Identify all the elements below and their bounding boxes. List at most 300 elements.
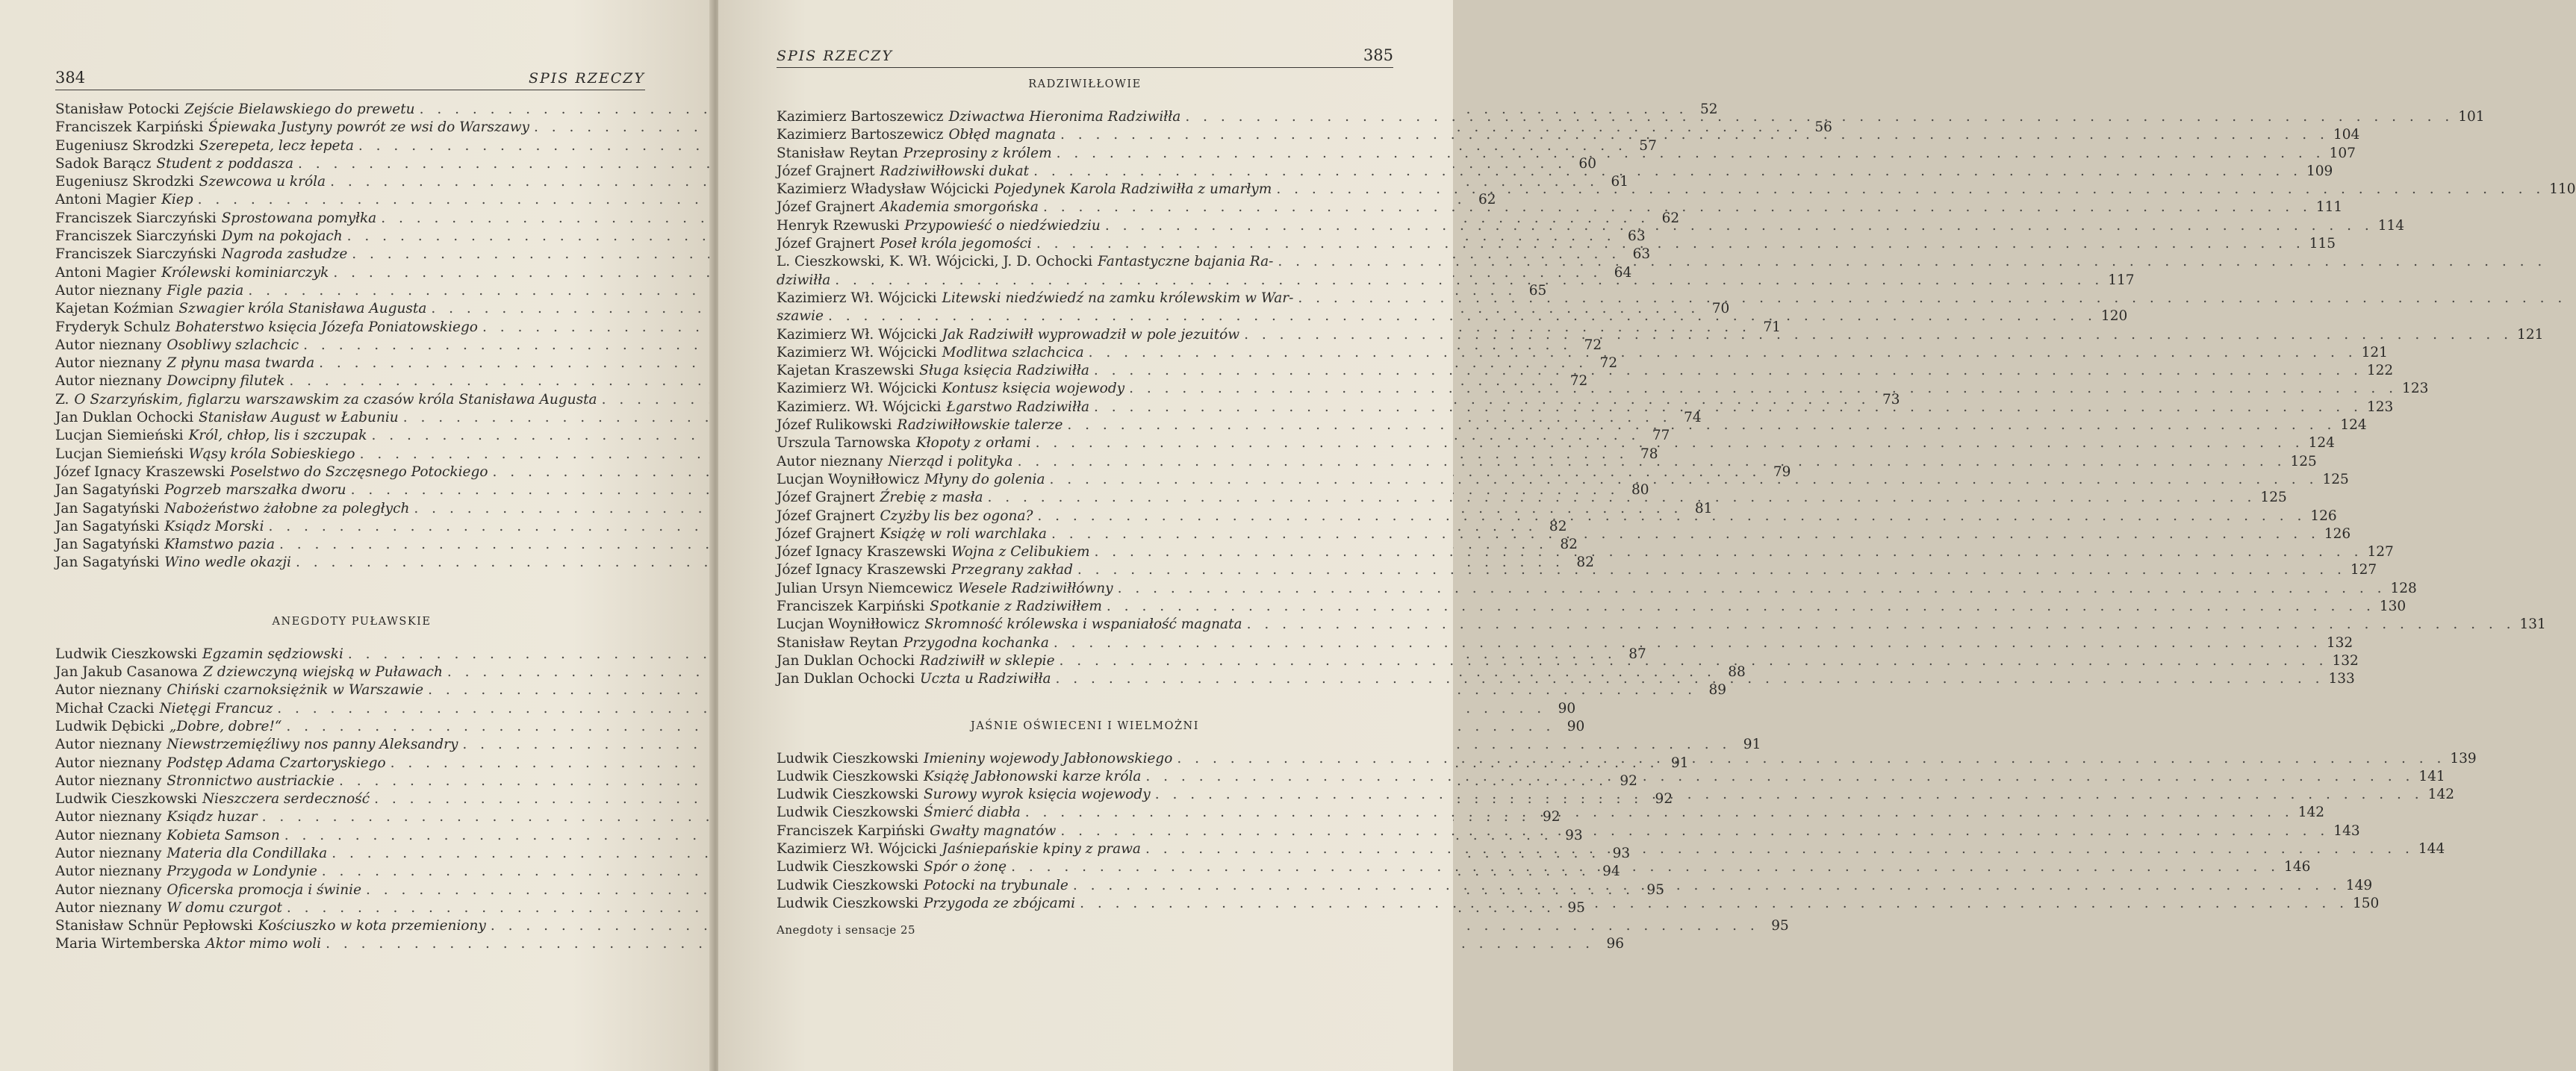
entry-page-number: 117 (2108, 272, 2135, 288)
entry-author: Jan Sagatyński (55, 537, 160, 553)
entry-title: Nierząd i polityka (888, 453, 1013, 469)
entry-title: Obłęd magnata (948, 127, 1056, 143)
leader-dots (1278, 253, 2546, 271)
entry-title: Student z poddasza (156, 155, 294, 172)
entry-author: Józef Grajnert (777, 236, 875, 252)
leader-dots (1107, 598, 2375, 616)
entry-page-number: 124 (2308, 435, 2335, 452)
entry-page-number: 91 (1743, 737, 1761, 753)
entry-title: Kobieta Samson (167, 827, 280, 843)
entry-title: Ksiądz Morski (164, 518, 264, 534)
entry-author: Autor nieznany (55, 737, 162, 753)
entry-title: Aktor mimo woli (205, 936, 322, 952)
entry-page-number: 101 (2458, 109, 2485, 125)
entry-author: Sadok Barącz (55, 155, 152, 172)
entry-page-number: 146 (2284, 859, 2311, 875)
entry-page-number: 104 (2333, 127, 2360, 143)
entry-page-number: 123 (2402, 381, 2429, 397)
entry-author: Eugeniusz Skrodzki (55, 137, 194, 154)
page-number: 385 (1363, 46, 1393, 64)
entry-title: Wąsy króla Sobieskiego (188, 446, 355, 462)
leader-dots (1155, 786, 2424, 804)
entry-page-number: 62 (1478, 192, 1496, 208)
entry-page-number: 111 (2315, 199, 2343, 216)
entry-author: Ludwik Cieszkowski (777, 859, 918, 875)
entry-title: Radziwiłłowski dukat (880, 163, 1030, 179)
entry-author: Kajetan Kraszewski (777, 363, 915, 379)
entry-author: Ludwik Dębicki (55, 718, 164, 734)
left-page-header (55, 69, 645, 90)
leader-dots (1073, 877, 2342, 895)
entry-author: Autor nieznany (55, 809, 162, 825)
entry-title: Przygoda ze zbójcami (923, 895, 1076, 911)
entry-page-number: 92 (1543, 809, 1561, 825)
entry-page-number: 141 (2418, 768, 2445, 784)
entry-title: Młyny do golenia (924, 471, 1045, 487)
leader-dots (1033, 163, 2302, 181)
entry-page-number: 89 (1708, 682, 1727, 699)
leader-dots (1089, 344, 2357, 362)
entry-author: L. Cieszkowski, K. Wł. Wójcicki, J. D. Ochocki (777, 254, 1093, 270)
entry-page-number: 57 (1639, 137, 1657, 154)
leader-dots (1056, 670, 2324, 688)
entry-title: Spotkanie z Radziwiłłem (930, 599, 1102, 615)
entry-author: Józef Grajnert (777, 490, 875, 506)
right-page-header (777, 46, 1393, 68)
entry-author: Autor nieznany (55, 864, 162, 880)
entry-author: Z. (55, 391, 69, 408)
entry-title: Kontusz księcia wojewody (942, 381, 1125, 397)
entry-page-number: 61 (1611, 174, 1628, 190)
entry-title: Stanisław August w Łabuniu (199, 410, 399, 426)
entry-author: Autor nieznany (55, 881, 162, 898)
entry-author: Stanisław Reytan (777, 634, 898, 651)
leader-dots (1060, 126, 2329, 144)
entry-title: Stronnictwo austriackie (167, 772, 335, 789)
running-head: SPIS RZECZY (777, 48, 894, 64)
entry-author: Józef Grajnert (777, 163, 875, 179)
entry-author: Lucjan Woyniłłowicz (777, 616, 920, 633)
leader-dots (1105, 217, 2374, 235)
entry-page-number: 142 (2427, 787, 2454, 803)
leader-dots (1057, 145, 2325, 163)
entry-title: Nieszczera serdeczność (202, 791, 370, 808)
entry-page-number: 73 (1882, 391, 1900, 408)
entry-title: Królewski kominiarczyk (161, 264, 329, 281)
entry-author: Kazimierz Wł. Wójcicki (777, 326, 937, 343)
entry-title: Uczta u Radziwiłła (920, 671, 1051, 687)
entry-author: Kazimierz Bartoszewicz (777, 109, 944, 125)
entry-author: Ludwik Cieszkowski (55, 791, 197, 808)
entry-page-number: 142 (2297, 805, 2325, 821)
entry-page-number: 91 (1670, 755, 1689, 771)
entry-author: Józef Rulikowski (777, 417, 892, 434)
entry-title: Kiep (161, 192, 193, 208)
entry-page-number: 70 (1711, 301, 1730, 317)
entry-title: Litewski niedźwiedź na zamku królewskim w War- (942, 290, 1294, 306)
leader-dots (1247, 616, 2516, 634)
entry-title: Kłopoty z orłami (915, 435, 1031, 452)
entry-title: Pogrzeb marszałka dworu (164, 482, 346, 499)
leader-dots (1145, 768, 2414, 786)
entry-page-number: 81 (1694, 500, 1713, 516)
entry-page-number: 150 (2353, 895, 2380, 911)
entry-author: Henryk Rzewuski (777, 217, 900, 234)
entry-page-number: 72 (1569, 373, 1588, 390)
entry-author: Kazimierz Wł. Wójcicki (777, 840, 937, 857)
leader-dots (835, 272, 2103, 290)
entry-page-number: 139 (2450, 750, 2477, 766)
printer-signature: Anegdoty i sensacje 25 (777, 923, 916, 937)
entry-title: Wojna z Celibukiem (951, 544, 1090, 561)
entry-page-number: 144 (2418, 840, 2445, 857)
leader-dots (1054, 634, 2322, 652)
entry-page-number: 72 (1599, 355, 1618, 372)
entry-author: Ludwik Cieszkowski (777, 750, 918, 766)
toc-entry (777, 598, 2407, 616)
entry-author: Franciszek Karpiński (55, 119, 204, 136)
entry-author: Kazimierz Bartoszewicz (777, 127, 944, 143)
entry-title: Śpiewaka Justyny powrót ze wsi do Warszawy (208, 119, 530, 136)
entry-page-number: 93 (1565, 827, 1583, 843)
page-number: 384 (55, 69, 86, 87)
entry-title: Przeprosiny z królem (903, 145, 1052, 161)
leader-dots (1060, 652, 2328, 670)
entry-title: Materia dla Condillaka (167, 845, 328, 861)
leader-dots (1095, 543, 2363, 561)
entry-author: Józef Grajnert (777, 508, 875, 524)
entry-author: Franciszek Siarczyński (55, 210, 217, 226)
entry-title: szawie (777, 308, 824, 325)
leader-dots (1018, 453, 2286, 471)
entry-author: Stanisław Schnür Pepłowski (55, 918, 253, 934)
toc-entry (55, 700, 1576, 718)
entry-page-number: 125 (2322, 471, 2349, 487)
entry-page-number: 95 (1567, 899, 1585, 916)
leader-dots (1094, 399, 2362, 416)
entry-author: Autor nieznany (55, 755, 162, 771)
entry-author: Kazimierz Wł. Wójcicki (777, 290, 937, 306)
entry-author: Maria Wirtemberska (55, 936, 201, 952)
entry-title: Skromność królewska i wspaniałość magnata (924, 616, 1242, 633)
toc-entry (55, 681, 1727, 699)
entry-author: Jan Duklan Ochocki (777, 671, 915, 687)
entry-title: dziwiłła (777, 272, 831, 288)
entry-author: Ludwik Cieszkowski (777, 787, 918, 803)
entry-page-number: 87 (1628, 646, 1646, 662)
entry-title: Akademia smorgońska (880, 199, 1039, 216)
entry-title: Źrebię z masła (880, 490, 983, 506)
toc-entry (777, 290, 1393, 307)
entry-title: Jaśniepańskie kpiny z prawa (942, 840, 1141, 857)
entry-author: Autor nieznany (55, 772, 162, 789)
entry-page-number: 56 (1814, 119, 1832, 136)
entry-title: Nabożeństwo żałobne za poległych (164, 500, 410, 516)
entry-author: Franciszek Karpiński (777, 822, 925, 839)
entry-title: Gwałty magnatów (930, 822, 1057, 839)
entry-page-number: 122 (2366, 363, 2394, 379)
entry-page-number: 71 (1763, 319, 1781, 335)
entry-page-number: 64 (1614, 264, 1632, 281)
entry-page-number: 133 (2328, 671, 2355, 687)
entry-title: Książę Jabłonowski karze króla (923, 768, 1142, 784)
entry-author: Antoni Magier (55, 192, 157, 208)
entry-author: Autor nieznany (55, 373, 162, 390)
entry-author: Autor nieznany (55, 355, 162, 372)
entry-author: Stanisław Reytan (777, 145, 898, 161)
entry-title: Szewcowa u króla (199, 174, 326, 190)
entry-title: Podstęp Adama Czartoryskiego (167, 755, 386, 771)
entry-title: Radziwiłł w sklepie (920, 652, 1055, 669)
entry-author: Kajetan Koźmian (55, 301, 174, 317)
entry-author: Franciszek Karpiński (777, 599, 925, 615)
entry-author: Fryderyk Schulz (55, 319, 170, 335)
entry-page-number: 90 (1558, 700, 1576, 716)
entry-title: Dym na pokojach (221, 228, 343, 245)
entry-title: Poselstwo do Szczęsnego Potockiego (230, 463, 488, 480)
entry-author: Józef Ignacy Kraszewski (55, 463, 225, 480)
entry-page-number: 62 (1661, 210, 1680, 226)
entry-page-number: 74 (1684, 410, 1702, 426)
entry-title: Bohaterstwo księcia Józefa Poniatowskiego (175, 319, 478, 335)
entry-page-number: 95 (1646, 881, 1664, 898)
entry-author: Jan Duklan Ochocki (777, 652, 915, 669)
entry-title: O Szarzyńskim, figlarzu warszawskim za czasów króla Stanisława Augusta (74, 391, 597, 408)
entry-title: Pojedynek Karola Radziwiłła z umarłym (994, 181, 1272, 198)
entry-author: Urszula Tarnowska (777, 435, 911, 452)
entry-title: Szwagier króla Stanisława Augusta (178, 301, 427, 317)
entry-page-number: 77 (1652, 428, 1670, 444)
entry-page-number: 126 (2324, 525, 2351, 542)
leader-dots (1080, 895, 2348, 913)
entry-author: Lucjan Siemieński (55, 428, 184, 444)
leader-dots (1011, 858, 2280, 876)
entry-author: Autor nieznany (55, 282, 162, 299)
entry-page-number: 127 (2367, 544, 2394, 561)
entry-author: Autor nieznany (777, 453, 883, 469)
entry-title: Przygodna kochanka (903, 634, 1049, 651)
entry-title: Przypowieść o niedźwiedziu (904, 217, 1101, 234)
entry-author: Józef Ignacy Kraszewski (777, 544, 947, 561)
leader-dots (1050, 471, 2318, 489)
entry-page-number: 110 (2549, 181, 2576, 198)
entry-page-number: 80 (1631, 482, 1649, 499)
leader-dots (1185, 108, 2454, 126)
entry-page-number: 143 (2333, 822, 2360, 839)
entry-page-number: 130 (2379, 599, 2407, 615)
entry-title: Czyżby lis bez ogona? (880, 508, 1033, 524)
leader-dots (828, 307, 2097, 325)
entry-page-number: 132 (2332, 652, 2359, 669)
entry-title: Ksiądz huzar (167, 809, 258, 825)
entry-author: Kazimierz Wł. Wójcicki (777, 344, 937, 360)
leader-dots (1025, 804, 2294, 822)
entry-author: Jan Jakub Casanowa (55, 664, 199, 681)
entry-page-number: 92 (1620, 772, 1637, 789)
entry-title: W domu czurgot (167, 899, 282, 916)
entry-title: Z płynu masa twarda (167, 355, 315, 372)
entry-author: Lucjan Woyniłłowicz (777, 471, 920, 487)
entry-title: Dowcipny filutek (167, 373, 285, 390)
entry-page-number: 88 (1728, 664, 1746, 681)
entry-page-number: 114 (2377, 217, 2405, 234)
section-title: RADZIWIŁŁOWIE (1028, 78, 1142, 90)
entry-author: Kazimierz Władysław Wójcicki (777, 181, 989, 198)
entry-page-number: 107 (2329, 145, 2356, 161)
entry-author: Ludwik Cieszkowski (777, 877, 918, 893)
entry-title: Nagroda zasłudze (221, 246, 348, 263)
entry-author: Stanisław Potocki (55, 102, 180, 117)
entry-title: Wesele Radziwiłłówny (957, 580, 1113, 596)
entry-author: Jan Duklan Ochocki (55, 410, 194, 426)
toc-entry (777, 634, 2353, 652)
entry-title: Jak Radziwiłł wyprowadził w pole jezuitów (942, 326, 1240, 343)
entry-author: Autor nieznany (55, 899, 162, 916)
entry-title: Egzamin sędziowski (202, 646, 343, 662)
entry-page-number: 82 (1549, 518, 1567, 534)
leader-dots (1276, 181, 2545, 199)
leader-dots (1060, 822, 2329, 840)
entry-author: Lucjan Siemieński (55, 446, 184, 462)
entry-author: Autor nieznany (55, 845, 162, 861)
entry-author: Eugeniusz Skrodzki (55, 174, 194, 190)
entry-author: Józef Grajnert (777, 199, 875, 216)
entry-page-number: 109 (2306, 163, 2333, 179)
entry-page-number: 127 (2350, 562, 2377, 578)
toc-entry (777, 580, 2417, 598)
entry-author: Jan Sagatyński (55, 555, 160, 571)
entry-title: Zejście Bielawskiego do prewetu (184, 102, 415, 117)
entry-author: Ludwik Cieszkowski (777, 805, 918, 821)
entry-title: Radziwiłłowskie talerze (897, 417, 1063, 434)
entry-page-number: 121 (2361, 344, 2388, 360)
entry-page-number: 126 (2310, 508, 2337, 524)
entry-page-number: 79 (1773, 463, 1791, 480)
leader-dots (1094, 362, 2362, 380)
section-title: JAŚNIE OŚWIECENI I WIELMOŻNI (971, 719, 1199, 732)
entry-title: Sprostowana pomyłka (221, 210, 377, 226)
entry-author: Autor nieznany (55, 682, 162, 699)
entry-page-number: 123 (2366, 399, 2394, 415)
entry-author: Jan Sagatyński (55, 482, 160, 499)
entry-author: Antoni Magier (55, 264, 157, 281)
entry-title: Oficerska promocja i świnie (167, 881, 362, 898)
entry-page-number: 96 (1606, 936, 1625, 952)
entry-author: Kazimierz. Wł. Wójcicki (777, 399, 942, 415)
entry-title: Modlitwa szlachcica (942, 344, 1084, 360)
leader-dots (1298, 290, 2566, 307)
entry-page-number: 63 (1628, 228, 1646, 245)
entry-title: Chiński czarnoksiężnik w Warszawie (167, 682, 424, 699)
entry-page-number: 115 (2309, 236, 2336, 252)
leader-dots (1077, 561, 2346, 579)
leader-dots (1129, 380, 2398, 398)
entry-author: Jan Sagatyński (55, 500, 160, 516)
toc-entry (777, 616, 2546, 634)
entry-title: Niewstrzemięźliwy nos panny Aleksandry (167, 737, 458, 753)
leader-dots (987, 489, 2256, 507)
entry-title: Nietęgi Francuz (159, 700, 273, 716)
toc-entry (55, 935, 1625, 953)
entry-title: Imieniny wojewody Jabłonowskiego (923, 750, 1173, 766)
entry-page-number: 92 (1655, 791, 1673, 808)
entry-title: Szerepeta, lecz łepeta (199, 137, 354, 154)
entry-title: Kłamstwo pazia (164, 537, 275, 553)
entry-title: Łgarstwo Radziwiłła (946, 399, 1089, 415)
entry-page-number: 82 (1560, 537, 1578, 553)
entry-page-number: 149 (2345, 877, 2373, 893)
entry-author: Julian Ursyn Niemcewicz (777, 580, 953, 596)
entry-title: Dziwactwa Hieronima Radziwiłła (948, 109, 1181, 125)
entry-title: Surowy wyrok księcia wojewody (923, 787, 1151, 803)
entry-page-number: 90 (1567, 718, 1585, 734)
entry-author: Józef Ignacy Kraszewski (777, 562, 947, 578)
entry-author: Ludwik Cieszkowski (55, 646, 197, 662)
entry-title: Przygoda w Londynie (167, 864, 317, 880)
entry-author: Autor nieznany (55, 337, 162, 353)
entry-page-number: 72 (1584, 337, 1602, 353)
entry-page-number: 65 (1528, 282, 1547, 299)
leader-dots (1037, 508, 2306, 525)
entry-title: Wino wedle okazji (164, 555, 291, 571)
leader-dots (1051, 525, 2320, 543)
entry-title: Sługa księcia Radziwiłła (919, 363, 1089, 379)
entry-page-number: 78 (1640, 446, 1658, 462)
entry-page-number: 63 (1632, 246, 1651, 263)
entry-title: Przegrany zakład (951, 562, 1073, 578)
entry-page-number: 125 (2260, 490, 2287, 506)
leader-dots (1244, 326, 2513, 344)
entry-title: Kościuszko w kota przemieniony (258, 918, 486, 934)
entry-author: Franciszek Siarczyński (55, 228, 217, 245)
entry-author: Józef Grajnert (777, 525, 875, 542)
entry-title: Z dziewczyną wiejską w Puławach (203, 664, 443, 681)
entry-page-number: 82 (1576, 555, 1594, 571)
entry-title: Śmierć diabła (923, 805, 1021, 821)
entry-author: Franciszek Siarczyński (55, 246, 217, 263)
leader-dots (1177, 750, 2445, 768)
leader-dots (1067, 416, 2336, 434)
entry-title: Figle pazia (167, 282, 244, 299)
entry-author: Michał Czacki (55, 700, 155, 716)
entry-page-number: 93 (1612, 845, 1631, 861)
entry-author: Kazimierz Wł. Wójcicki (777, 381, 937, 397)
entry-title: „Dobre, dobre!“ (169, 718, 282, 734)
entry-page-number: 131 (2519, 616, 2546, 633)
entry-page-number: 94 (1602, 864, 1620, 880)
entry-page-number: 95 (1771, 918, 1789, 934)
toc-entry (55, 736, 1761, 754)
entry-page-number: 60 (1578, 155, 1596, 172)
entry-page-number: 132 (2326, 634, 2353, 651)
entry-page-number: 124 (2340, 417, 2367, 434)
entry-title: Książę w roli warchlaka (880, 525, 1047, 542)
entry-author: Ludwik Cieszkowski (777, 768, 918, 784)
entry-author: Jan Sagatyński (55, 518, 160, 534)
entry-author: Ludwik Cieszkowski (777, 895, 918, 911)
entry-title: Król, chłop, lis i szczupak (188, 428, 367, 444)
leader-dots (1036, 235, 2305, 253)
running-head: SPIS RZECZY (528, 70, 645, 87)
entry-page-number: 125 (2290, 453, 2317, 469)
entry-title: Fantastyczne bajania Ra- (1098, 254, 1274, 270)
toc-entry (777, 253, 1393, 271)
entry-author: Autor nieznany (55, 827, 162, 843)
leader-dots (1036, 434, 2304, 452)
leader-dots (1145, 840, 2414, 858)
entry-title: Spór o żonę (923, 859, 1007, 875)
leader-dots (1043, 199, 2312, 216)
